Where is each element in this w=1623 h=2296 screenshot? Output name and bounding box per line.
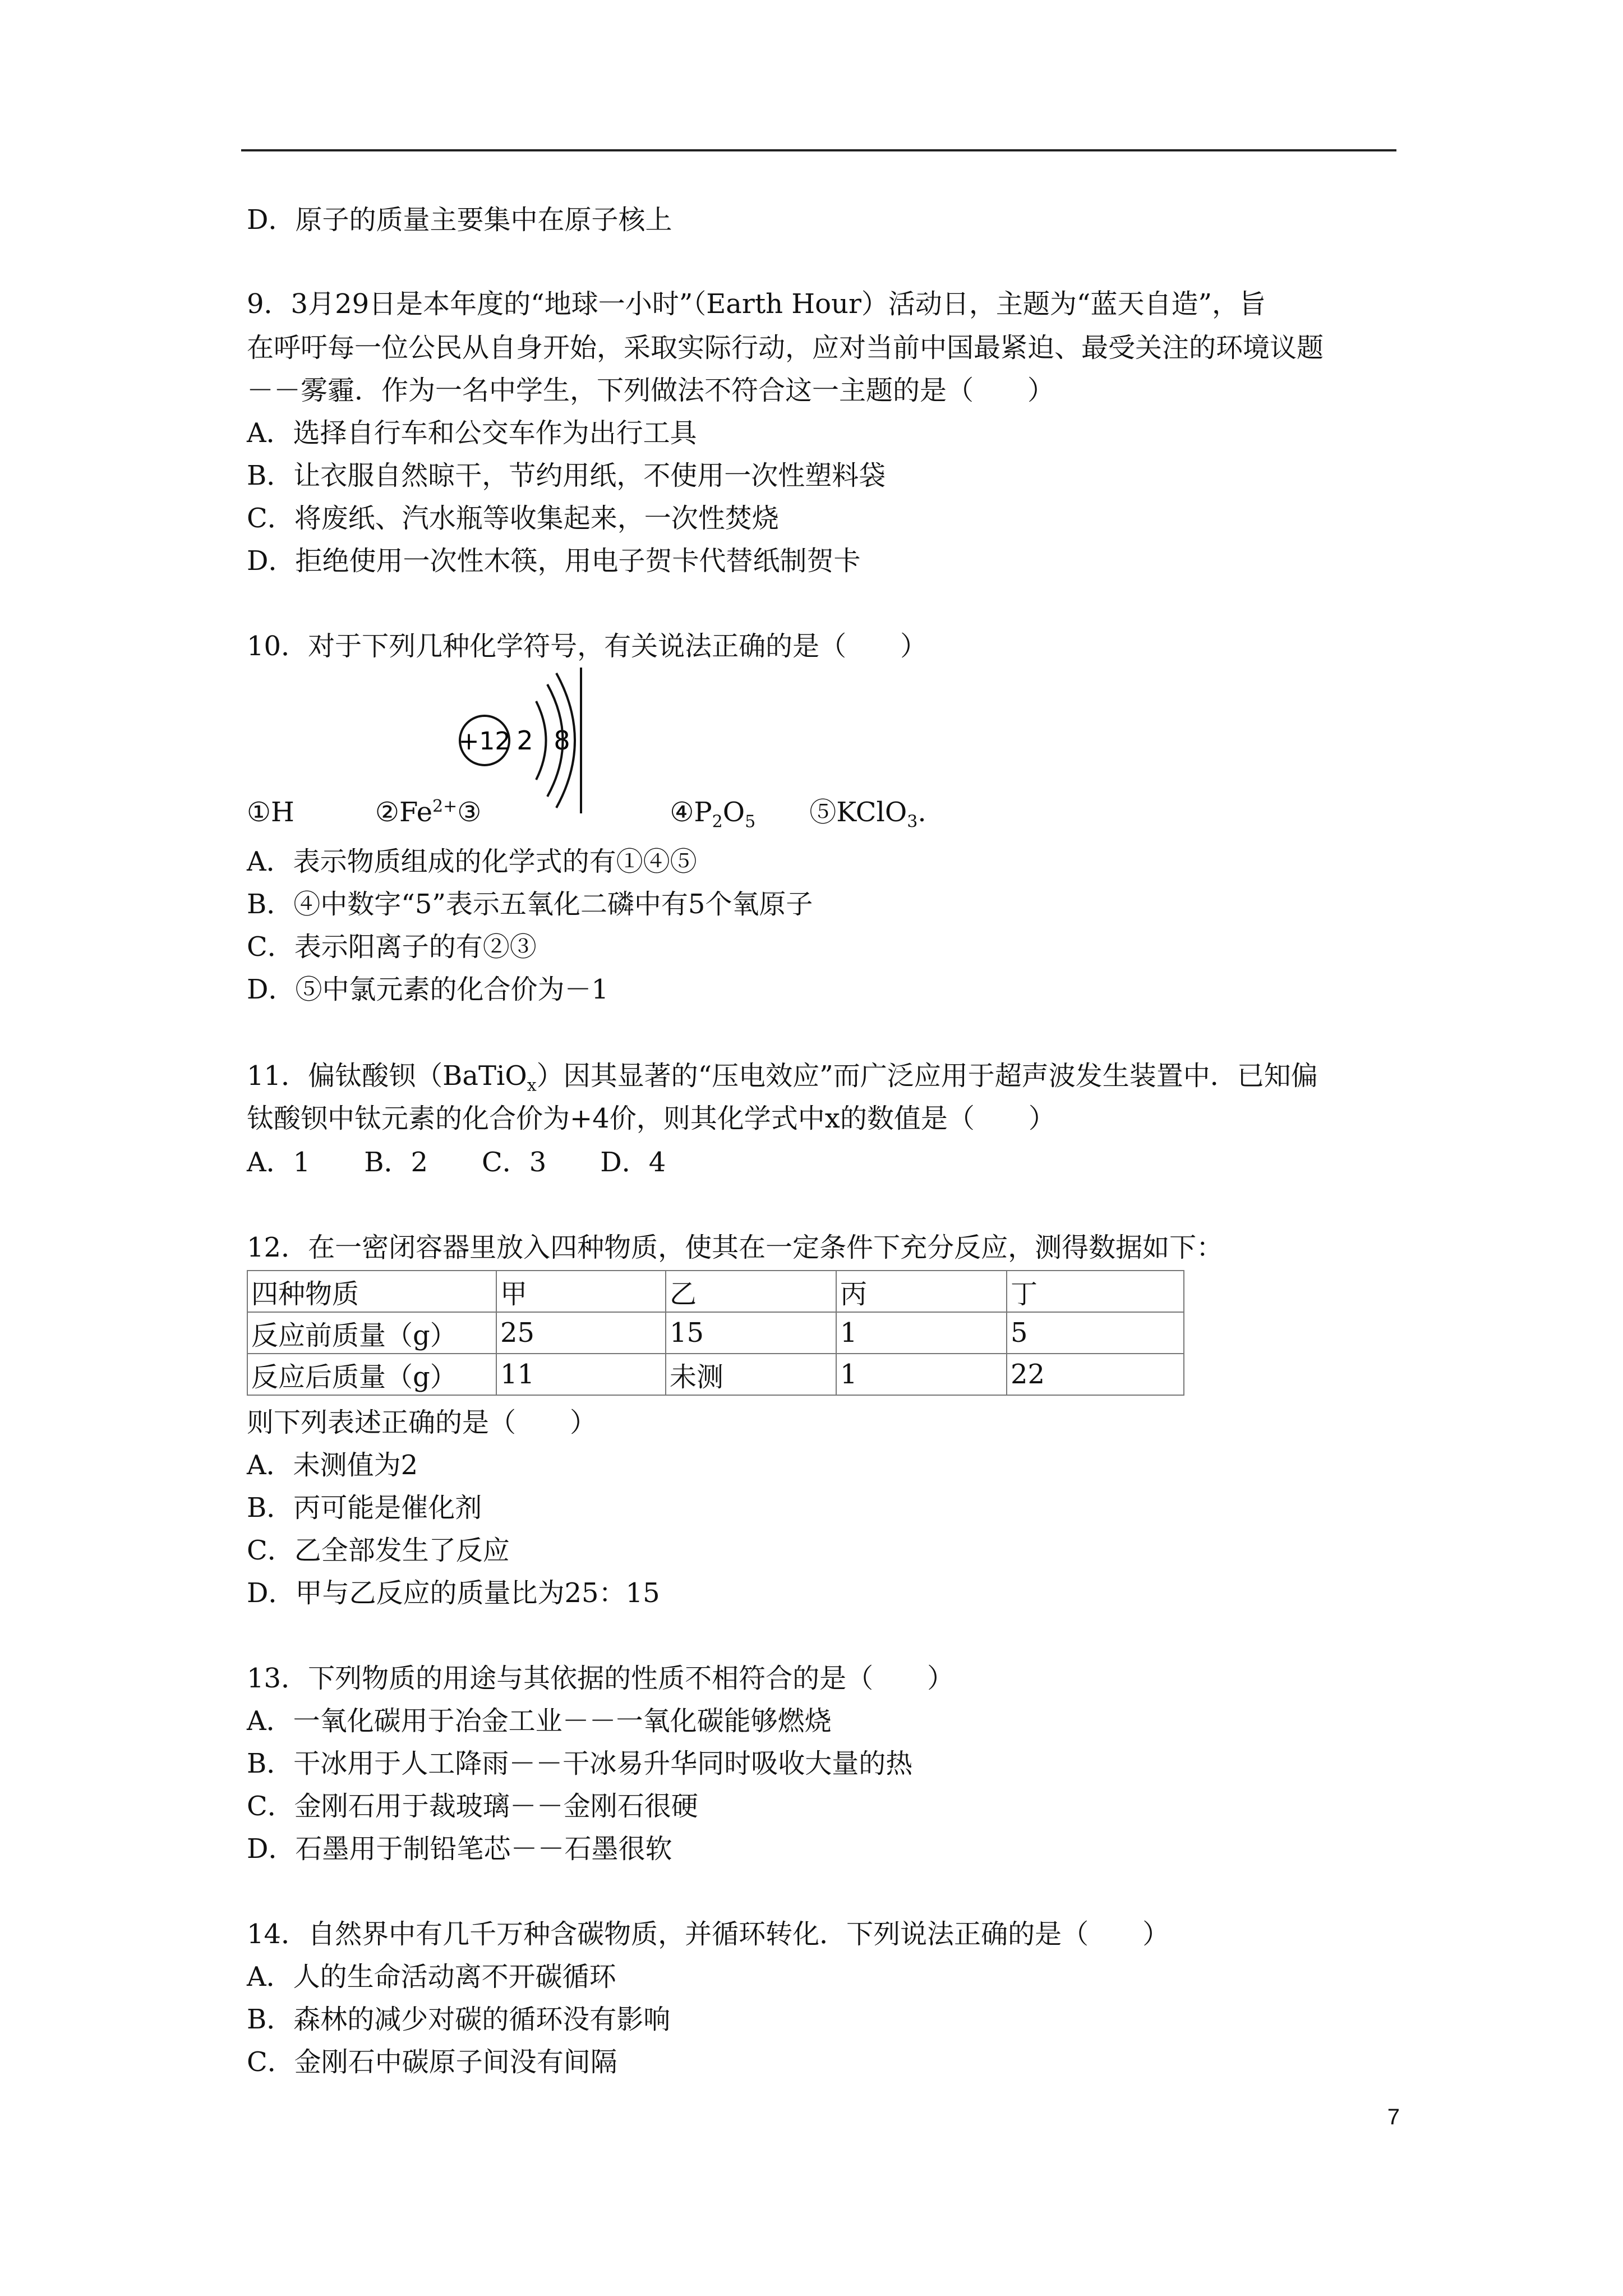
symbol-5: ⑤KClO$_3$.	[809, 797, 926, 832]
q8-option-d: D．原子的质量主要集中在原子核上	[247, 204, 672, 236]
q14-option-c: C．金刚石中碳原子间没有间隔	[247, 2046, 617, 2078]
shell1-arc	[536, 701, 546, 780]
table-cell: 25	[496, 1312, 666, 1354]
table-row	[247, 1312, 1184, 1354]
q13-option-b: B．干冰用于人工降雨－－干冰易升华同时吸收大量的热	[247, 1748, 913, 1779]
q9-stem-line1: 9．3月29日是本年度的“地球一小时”（Earth Hour）活动日，主题为“蓝天自造”，旨	[247, 288, 1266, 320]
q12-option-c: C．乙全部发生了反应	[247, 1535, 510, 1566]
q14-option-b: B．森林的减少对碳的循环没有影响	[247, 2004, 671, 2035]
q12-option-b: B．丙可能是催化剂	[247, 1492, 482, 1524]
q10-stem: 10．对于下列几种化学符号，有关说法正确的是（ ）	[247, 631, 928, 662]
q9-option-a: A．选择自行车和公交车作为出行工具	[247, 417, 697, 449]
q9-stem-line2: 在呼吁每一位公民从自身开始，采取实际行动，应对当前中国最紧迫、最受关注的环境议题	[247, 332, 1324, 364]
q9-option-d: D．拒绝使用一次性木筷，用电子贺卡代替纸制贺卡	[247, 545, 861, 577]
q13-option-a: A．一氧化碳用于冶金工业－－一氧化碳能够燃烧	[247, 1705, 832, 1737]
q10-option-a: A．表示物质组成的化学式的有①④⑤	[247, 846, 697, 877]
atomic-structure-diagram	[452, 668, 587, 813]
symbol-1: ①H	[247, 797, 294, 828]
q9-option-b: B．让衣服自然晾干，节约用纸，不使用一次性塑料袋	[247, 460, 886, 491]
q11-stem-line1: 11．偏钛酸钡（BaTiO$_x$）因其显著的“压电效应”而广泛应用于超声波发生装置中．已知偏	[247, 1060, 1318, 1096]
table-cell: 1	[836, 1354, 1007, 1395]
table-cell: 22	[1007, 1354, 1184, 1395]
table-row	[247, 1271, 1184, 1312]
q12-data-table	[247, 1270, 1184, 1396]
q13-stem: 13．下列物质的用途与其依据的性质不相符合的是（ ）	[247, 1663, 955, 1694]
symbol-3: ③	[457, 797, 482, 828]
table-cell: 丁	[1007, 1271, 1184, 1312]
header-rule	[241, 149, 1396, 151]
q9-option-c: C．将废纸、汽水瓶等收集起来，一次性焚烧	[247, 503, 779, 534]
shell2-count: 8	[554, 725, 570, 756]
shell1-count: 2	[517, 725, 533, 756]
table-cell: 5	[1007, 1312, 1184, 1354]
atom-diagram-svg	[452, 668, 587, 813]
nucleus-charge: +12	[458, 727, 511, 756]
table-cell: 乙	[666, 1271, 836, 1312]
table-cell: 15	[666, 1312, 836, 1354]
table-cell: 甲	[496, 1271, 666, 1312]
table-cell: 丙	[836, 1271, 1007, 1312]
q13-option-d: D．石墨用于制铅笔芯－－石墨很软	[247, 1833, 672, 1865]
q12-prompt: 则下列表述正确的是（ ）	[247, 1407, 597, 1438]
q14-stem: 14．自然界中有几千万种含碳物质，并循环转化．下列说法正确的是（ ）	[247, 1918, 1170, 1950]
q12-option-a: A．未测值为2	[247, 1450, 418, 1481]
q12-option-d: D．甲与乙反应的质量比为25：15	[247, 1577, 660, 1609]
q10-symbols	[247, 795, 926, 832]
table-row	[247, 1354, 1184, 1395]
table-cell: 四种物质	[247, 1271, 496, 1312]
q11-stem-line2: 钛酸钡中钛元素的化合价为+4价，则其化学式中x的数值是（ ）	[247, 1103, 1055, 1134]
q10-option-c: C．表示阳离子的有②③	[247, 931, 537, 963]
table-cell: 反应前质量（g）	[247, 1312, 496, 1354]
symbol-4: $④P_2O_5$	[670, 797, 756, 832]
page-number: 7	[1387, 2105, 1400, 2129]
q10-option-b: B．④中数字“5”表示五氧化二磷中有5个氧原子	[247, 889, 813, 920]
q9-stem-line3: －－雾霾．作为一名中学生，下列做法不符合这一主题的是（ ）	[247, 375, 1055, 406]
table-cell: 反应后质量（g）	[247, 1354, 496, 1395]
symbol-2: $②Fe^{2+}$	[375, 797, 458, 828]
table-cell: 未测	[666, 1354, 836, 1395]
q14-option-a: A．人的生命活动离不开碳循环	[247, 1961, 616, 1993]
q12-stem: 12．在一密闭容器里放入四种物质，使其在一定条件下充分反应，测得数据如下：	[247, 1232, 1224, 1263]
table-cell: 1	[836, 1312, 1007, 1354]
q11-options: A．1 B．2 C．3 D．4	[247, 1147, 666, 1178]
table-cell: 11	[496, 1354, 666, 1395]
q10-option-d: D．⑤中氯元素的化合价为－1	[247, 974, 609, 1005]
q13-option-c: C．金刚石用于裁玻璃－－金刚石很硬	[247, 1791, 698, 1822]
